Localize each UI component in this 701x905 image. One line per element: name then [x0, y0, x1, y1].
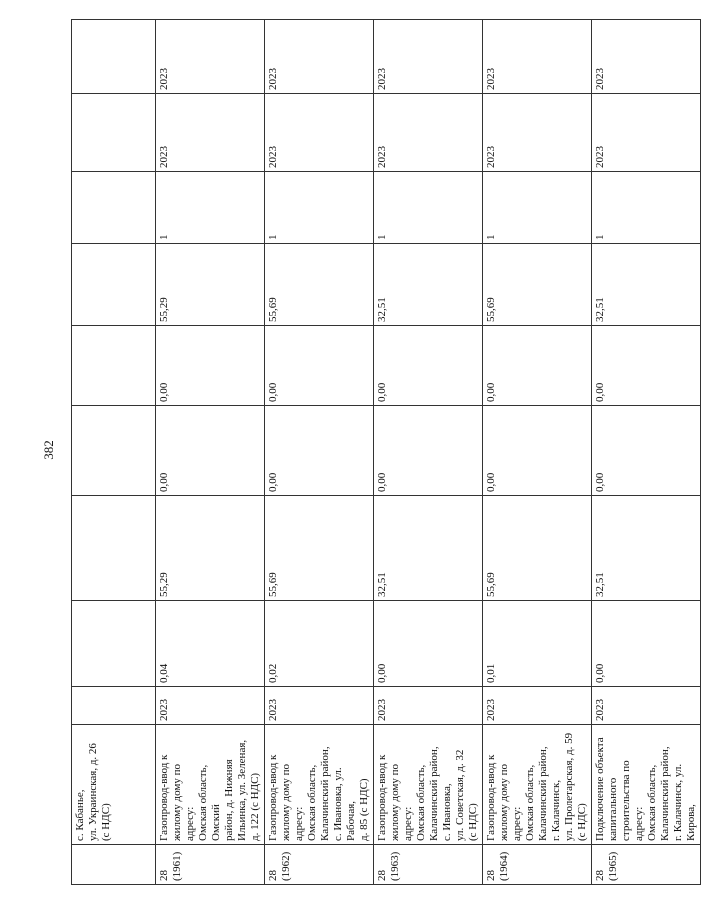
- value-c-cell: 0,00: [265, 406, 374, 496]
- value-f-cell: 1: [156, 172, 265, 244]
- row-number-cell: 28 (1964): [483, 845, 592, 885]
- value-b-cell: [72, 496, 156, 601]
- row-number-cell: 28 (1965): [592, 845, 701, 885]
- end-year-cell: 2023: [156, 20, 265, 94]
- end-year-cell: 2023: [265, 20, 374, 94]
- year-cell: 2023: [265, 687, 374, 725]
- value-f-cell: 1: [592, 172, 701, 244]
- value-e-cell: 55,29: [156, 244, 265, 326]
- value-b-cell: 32,51: [592, 496, 701, 601]
- year-cell: 2023: [374, 687, 483, 725]
- year-cell: 2023: [483, 687, 592, 725]
- value-d-cell: [72, 326, 156, 406]
- start-year-cell: 2023: [483, 94, 592, 172]
- value-a-cell: 0,00: [374, 601, 483, 687]
- start-year-cell: 2023: [156, 94, 265, 172]
- value-e-cell: 55,69: [483, 244, 592, 326]
- value-d-cell: 0,00: [374, 326, 483, 406]
- value-d-cell: 0,00: [265, 326, 374, 406]
- table-row: [156, 20, 265, 885]
- value-b-cell: 55,69: [265, 496, 374, 601]
- value-d-cell: 0,00: [483, 326, 592, 406]
- value-f-cell: 1: [483, 172, 592, 244]
- table-body: [72, 20, 701, 885]
- value-a-cell: 0,01: [483, 601, 592, 687]
- table-row: [483, 20, 592, 885]
- value-f-cell: 1: [374, 172, 483, 244]
- data-table: [71, 19, 701, 885]
- object-name-cell: Газопровод-ввод к жилому дому по адресу: Омская область, Калачинский район, г. Калачинск, ул. Пролетарская, д. 59 (с НДС): [483, 725, 592, 845]
- value-c-cell: 0,00: [374, 406, 483, 496]
- row-number-cell: 28 (1962): [265, 845, 374, 885]
- value-e-cell: [72, 244, 156, 326]
- value-e-cell: 32,51: [374, 244, 483, 326]
- table-row: [374, 20, 483, 885]
- value-b-cell: 55,69: [483, 496, 592, 601]
- value-c-cell: 0,00: [156, 406, 265, 496]
- page-number: 382: [41, 440, 56, 460]
- value-d-cell: 0,00: [156, 326, 265, 406]
- table-row: [72, 20, 156, 885]
- value-a-cell: [72, 601, 156, 687]
- value-a-cell: 0,04: [156, 601, 265, 687]
- year-cell: 2023: [156, 687, 265, 725]
- row-number-cell: 28 (1961): [156, 845, 265, 885]
- value-d-cell: 0,00: [592, 326, 701, 406]
- year-cell: 2023: [592, 687, 701, 725]
- value-e-cell: 32,51: [592, 244, 701, 326]
- value-b-cell: 32,51: [374, 496, 483, 601]
- value-f-cell: [72, 172, 156, 244]
- table-row: [592, 20, 701, 885]
- start-year-cell: 2023: [592, 94, 701, 172]
- end-year-cell: 2023: [374, 20, 483, 94]
- object-name-cell: Подключение объекта капитального строительства по адресу: Омская область, Калачинский район, г. Калачинск, ул. Кирова,: [592, 725, 701, 845]
- value-c-cell: 0,00: [592, 406, 701, 496]
- object-name-cell: с. Кабанье, ул. Украинская, д. 26 (с НДС): [72, 725, 156, 845]
- value-e-cell: 55,69: [265, 244, 374, 326]
- table-container: [71, 20, 697, 885]
- end-year-cell: 2023: [483, 20, 592, 94]
- object-name-cell: Газопровод-ввод к жилому дому по адресу: Омская область, Омский район, д. Нижняя Ильинка, ул. Зеленая, д. 122 (с НДС): [156, 725, 265, 845]
- value-f-cell: 1: [265, 172, 374, 244]
- value-b-cell: 55,29: [156, 496, 265, 601]
- value-c-cell: 0,00: [483, 406, 592, 496]
- row-number-cell: [72, 845, 156, 885]
- object-name-cell: Газопровод-ввод к жилому дому по адресу: Омская область, Калачинский район, с. Ивановка, ул. Советская, д. 32 (с НДС): [374, 725, 483, 845]
- value-c-cell: [72, 406, 156, 496]
- row-number-cell: 28 (1963): [374, 845, 483, 885]
- value-a-cell: 0,00: [592, 601, 701, 687]
- object-name-cell: Газопровод-ввод к жилому дому по адресу: Омская область, Калачинский район, с. Ивановка, ул. Рабочая, д. 85 (с НДС): [265, 725, 374, 845]
- start-year-cell: 2023: [374, 94, 483, 172]
- start-year-cell: 2023: [265, 94, 374, 172]
- end-year-cell: [72, 20, 156, 94]
- year-cell: [72, 687, 156, 725]
- value-a-cell: 0,02: [265, 601, 374, 687]
- start-year-cell: [72, 94, 156, 172]
- end-year-cell: 2023: [592, 20, 701, 94]
- table-row: [265, 20, 374, 885]
